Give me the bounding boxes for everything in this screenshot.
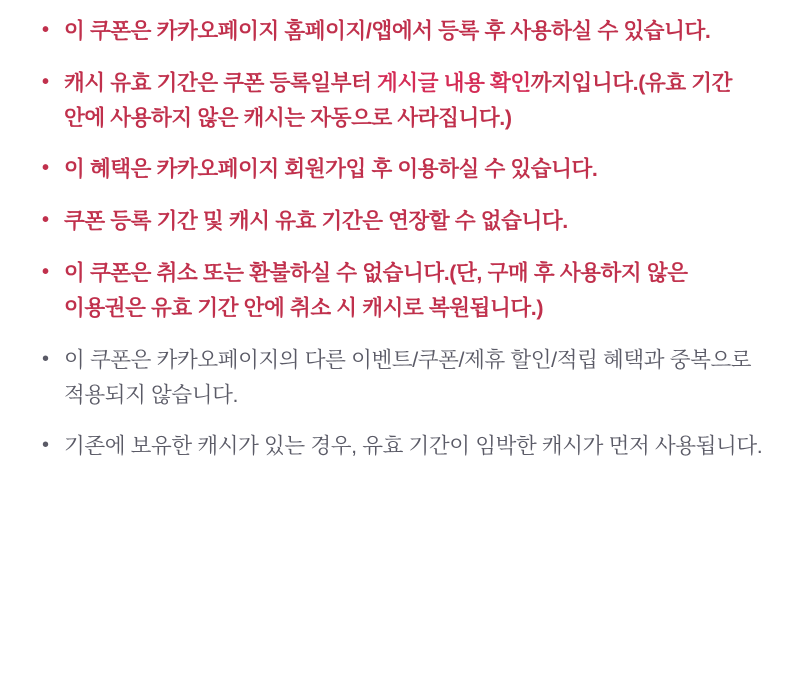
- list-item: [42, 256, 770, 326]
- list-item: [42, 204, 770, 239]
- notice-text: 이 쿠폰은 카카오페이지의 다른 이벤트/쿠폰/제휴 할인/적립 혜택과 중복으로 적용되지 않습니다.: [64, 347, 752, 407]
- list-item: [42, 429, 770, 464]
- list-item: [42, 66, 770, 136]
- list-item: [42, 14, 770, 49]
- notice-text: 쿠폰 등록 기간 및 캐시 유효 기간은 연장할 수 없습니다.: [64, 209, 568, 234]
- notice-text: 기존에 보유한 캐시가 있는 경우, 유효 기간이 임박한 캐시가 먼저 사용됩니다.: [64, 434, 763, 459]
- notice-text: 이 혜택은 카카오페이지 회원가입 후 이용하실 수 있습니다.: [64, 157, 598, 182]
- notice-text: 이 쿠폰은 취소 또는 환불하실 수 없습니다.(단, 구매 후 사용하지 않은 이용권은 유효 기간 안에 취소 시 캐시로 복원됩니다.): [64, 261, 688, 320]
- list-item: [42, 152, 770, 187]
- notice-text-part: 까지입니다.(유효 기간 안에 사용하지 않은 캐시는 자동으로 사라집니다.): [64, 70, 733, 130]
- notice-text: 이 쿠폰은 카카오페이지 홈페이지/앱에서 등록 후 사용하실 수 있습니다.: [64, 19, 711, 43]
- notice-text-highlight: 게시글 내용 확인: [377, 70, 531, 95]
- notice-text-part: 캐시 유효 기간은 쿠폰 등록일부터: [64, 70, 378, 95]
- list-item: [42, 343, 770, 413]
